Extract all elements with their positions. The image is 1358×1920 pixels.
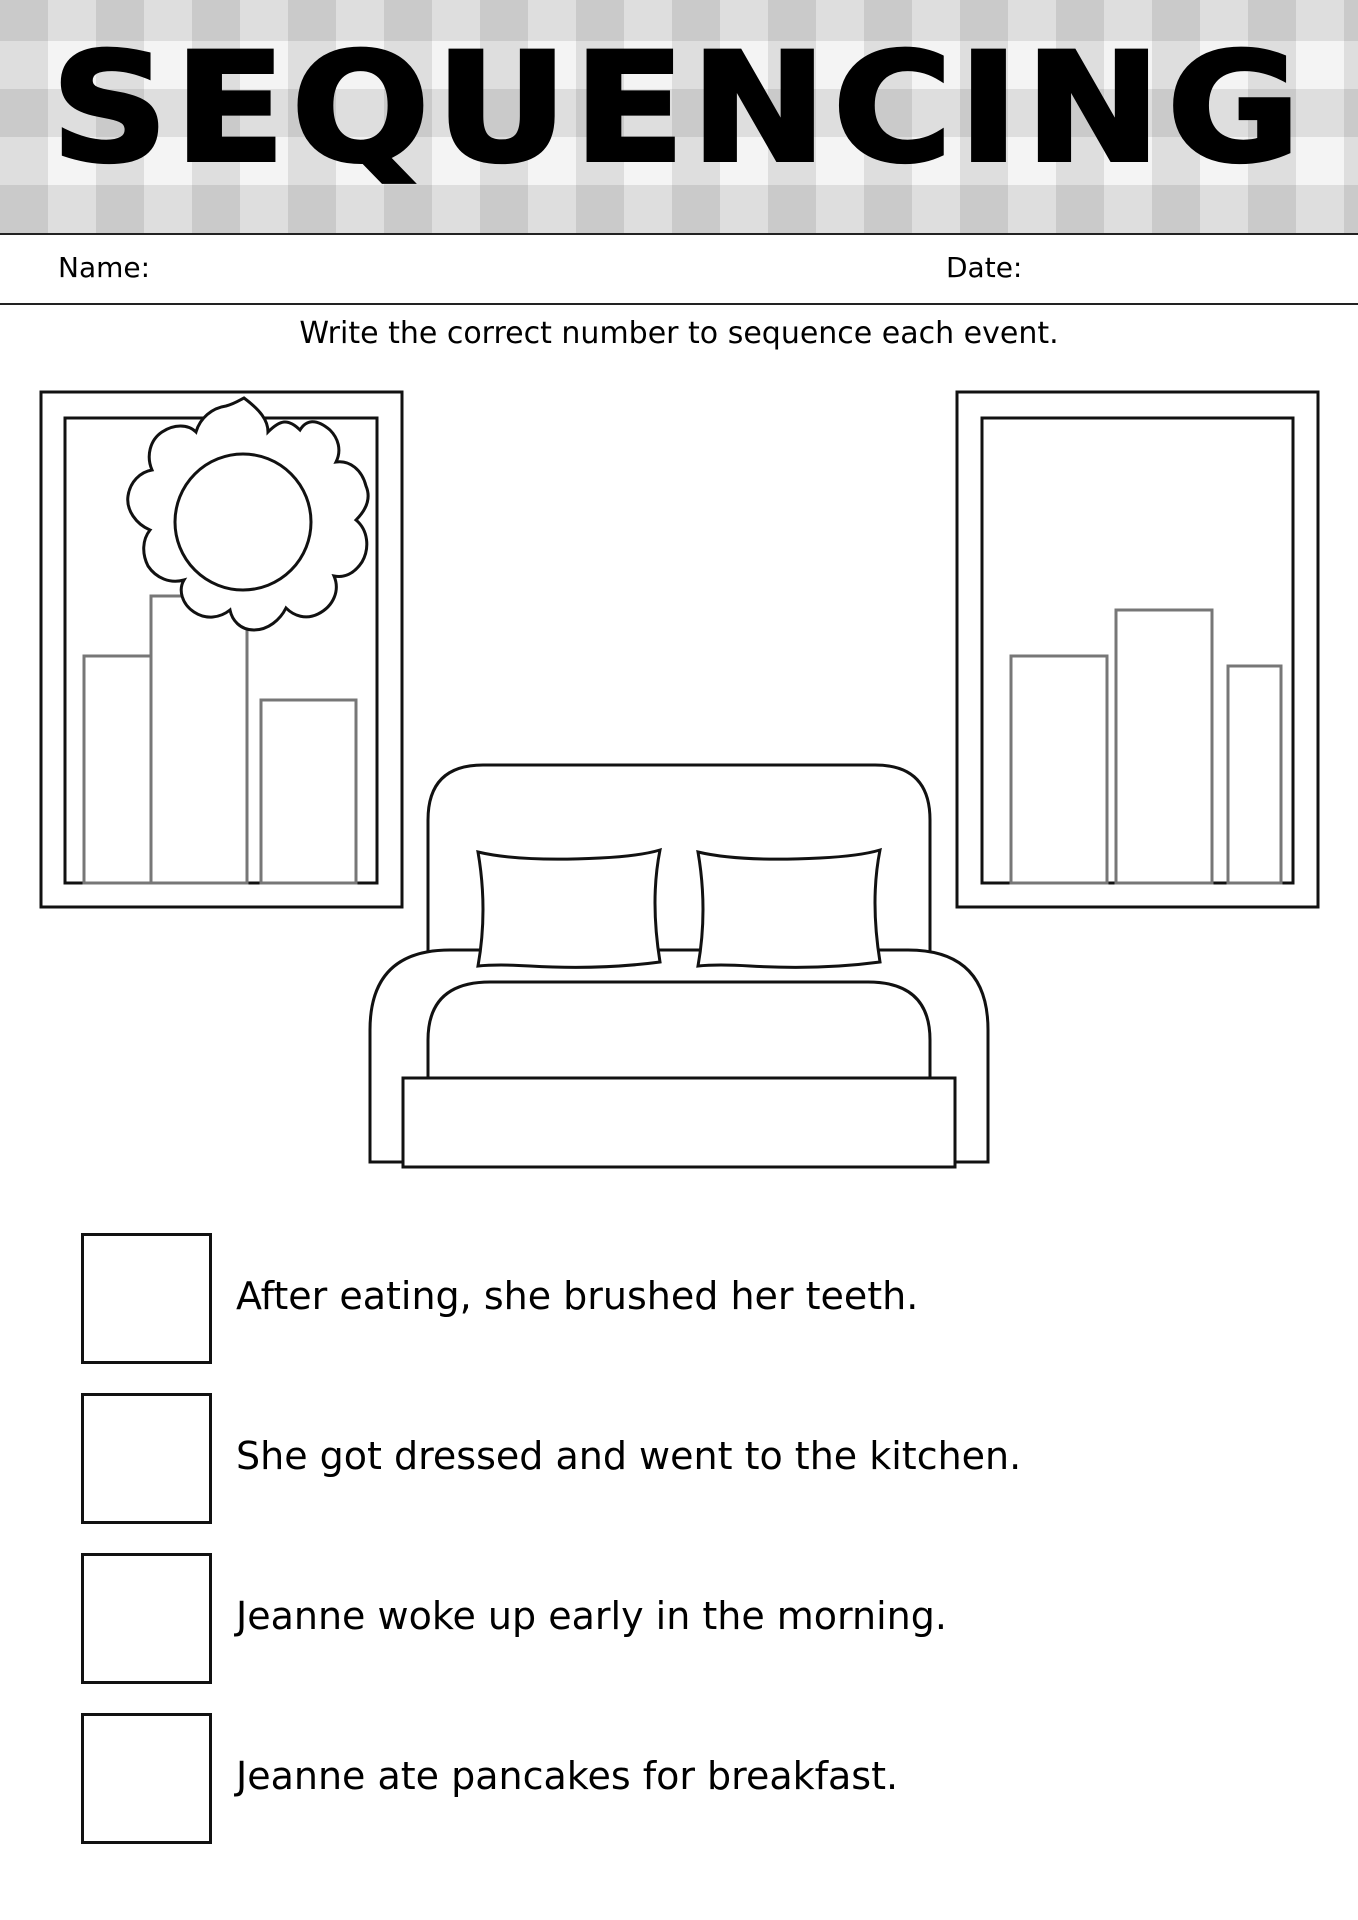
event-text-4: Jeanne ate pancakes for breakfast. bbox=[236, 1754, 899, 1798]
right-window-buildings bbox=[1011, 610, 1281, 883]
info-row bbox=[0, 233, 1358, 305]
event-text-3: Jeanne woke up early in the morning. bbox=[236, 1594, 947, 1638]
page-title: SEQUENCING bbox=[51, 22, 1307, 196]
sequence-number-box-4[interactable] bbox=[81, 1713, 212, 1844]
event-text-2: She got dressed and went to the kitchen. bbox=[236, 1434, 1022, 1478]
sequence-number-box-3[interactable] bbox=[81, 1553, 212, 1684]
header-band bbox=[0, 0, 1358, 235]
sequence-number-box-2[interactable] bbox=[81, 1393, 212, 1524]
left-window-buildings bbox=[84, 596, 356, 883]
instruction-text: Write the correct number to sequence each event. bbox=[299, 316, 1059, 351]
bed-icon bbox=[370, 765, 988, 1167]
date-label: Date: bbox=[946, 251, 1023, 284]
name-label: Name: bbox=[58, 251, 151, 284]
sequence-number-box-1[interactable] bbox=[81, 1233, 212, 1364]
bedroom-illustration bbox=[0, 380, 1358, 1180]
event-text-1: After eating, she brushed her teeth. bbox=[236, 1274, 919, 1318]
